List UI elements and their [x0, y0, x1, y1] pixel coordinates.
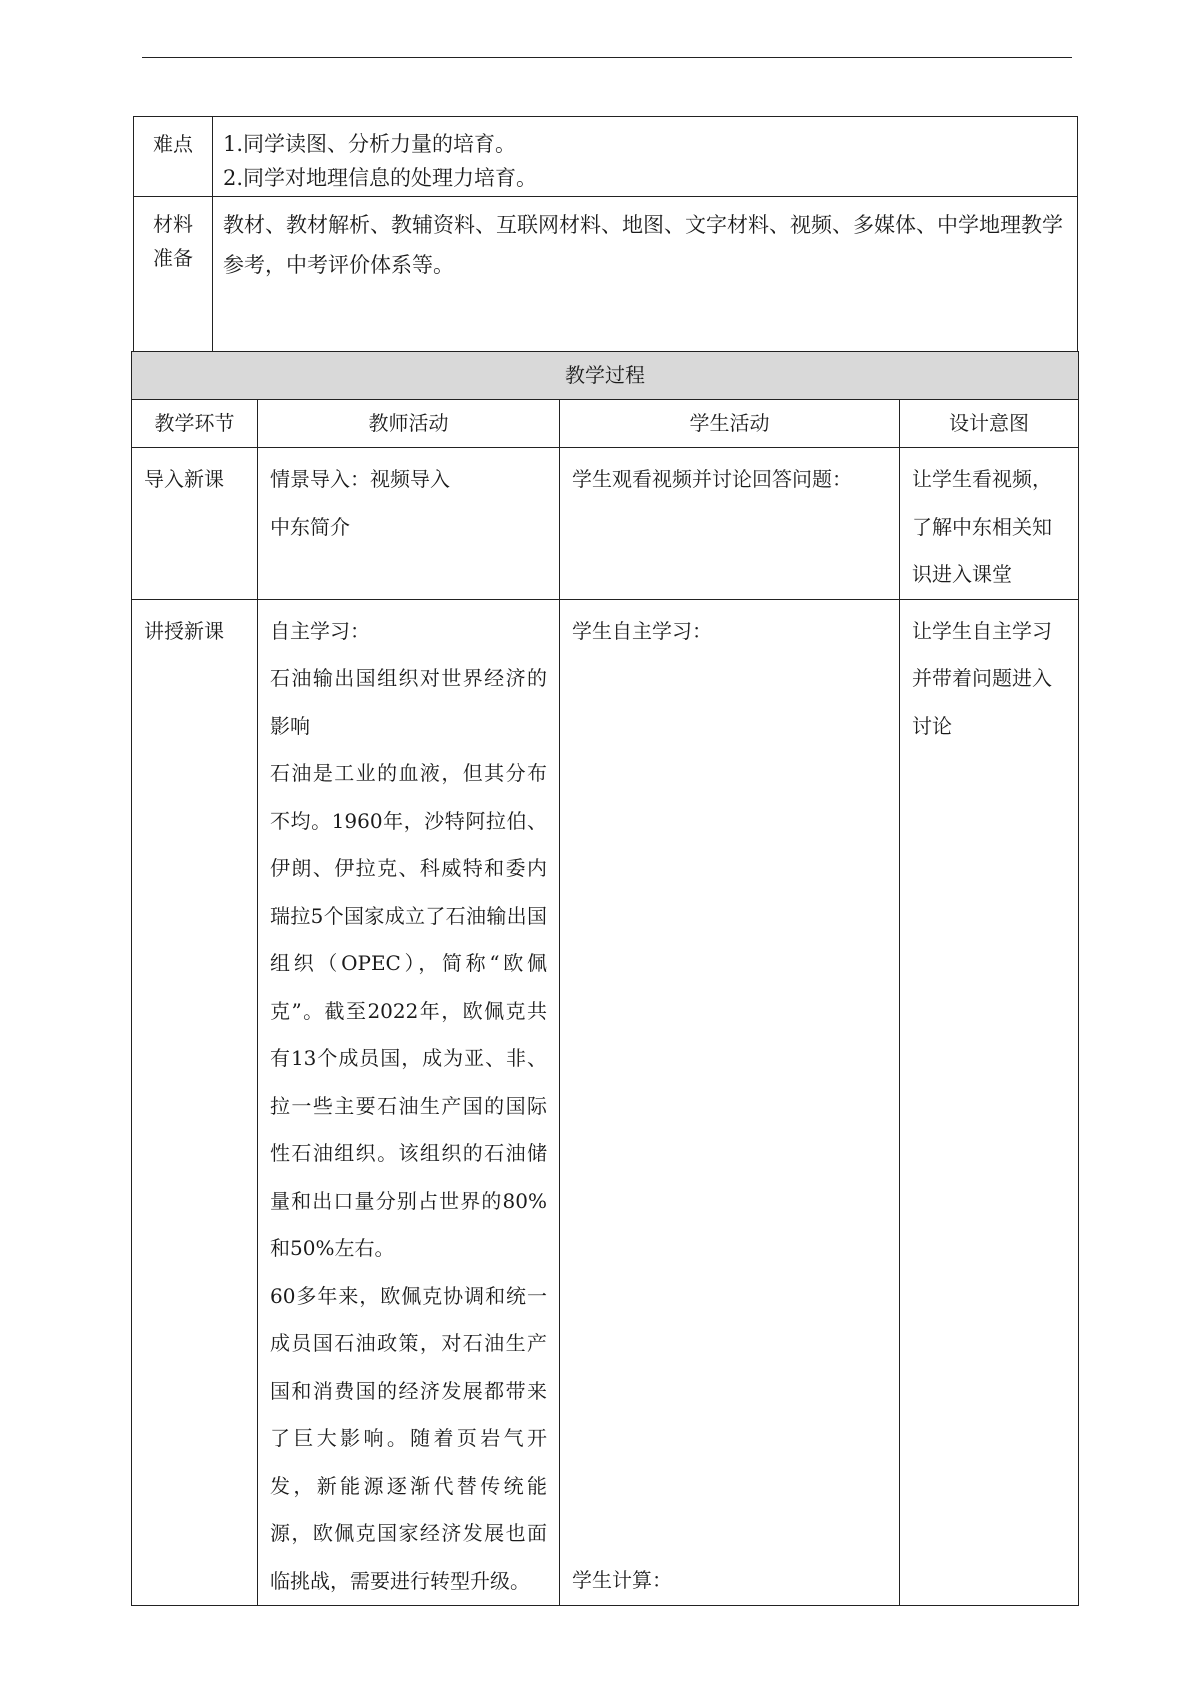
difficulty-row — [134, 117, 1078, 197]
process-header-row — [132, 400, 1079, 448]
student-line: 学生自主学习： — [572, 618, 712, 643]
teacher-line: 中东简介 — [270, 514, 350, 539]
stage-cell: 导入新课 — [132, 448, 258, 600]
stage-cell: 讲授新课 — [132, 599, 258, 1606]
intent-cell: 让学生自主学习并带着问题进入讨论 — [900, 599, 1079, 1606]
header-teacher: 教师活动 — [258, 400, 560, 448]
course-info-table — [133, 116, 1078, 364]
header-rule — [142, 57, 1072, 58]
process-title: 教学过程 — [132, 352, 1079, 400]
teacher-paragraph: 石油是工业的血液，但其分布不均。1960年，沙特阿拉伯、伊朗、伊拉克、科威特和委内瑞拉5个国家成立了石油输出国组织（OPEC），简称“欧佩克”。截至2022年，欧佩克共有13个成员国，成为亚、非、拉一些主要石油生产国的国际性石油组织。该组织的石油储量和出口量分别占世界的80%和50%左右。 — [270, 761, 547, 1260]
intent-cell: 让学生看视频，了解中东相关知识进入课堂 — [900, 448, 1079, 600]
materials-row — [134, 197, 1078, 364]
teacher-line: 自主学习： — [270, 618, 370, 643]
student-line: 学生观看视频并讨论回答问题： — [572, 467, 852, 491]
teacher-line: 情景导入：视频导入 — [270, 467, 450, 491]
teaching-process-table — [131, 351, 1079, 1606]
table-row — [132, 448, 1079, 600]
header-intent: 设计意图 — [900, 400, 1079, 448]
materials-label-line: 材料 — [153, 212, 193, 236]
table-row — [132, 599, 1079, 1606]
student-cell — [560, 599, 900, 1606]
teacher-line: 石油输出国组织对世界经济的影响 — [270, 666, 547, 738]
student-cell — [560, 448, 900, 600]
teacher-cell — [258, 448, 560, 600]
difficulty-item: 1.同学读图、分析力量的培育。 — [223, 132, 517, 156]
materials-label-line: 准备 — [153, 246, 193, 270]
difficulty-content — [213, 117, 1078, 197]
materials-label — [134, 197, 213, 364]
process-title-row — [132, 352, 1079, 400]
teacher-cell — [258, 599, 560, 1606]
difficulty-item: 2.同学对地理信息的处理力培育。 — [223, 166, 538, 190]
materials-content: 教材、教材解析、教辅资料、互联网材料、地图、文字材料、视频、多媒体、中学地理教学参考，中考评价体系等。 — [213, 197, 1078, 364]
difficulty-label: 难点 — [134, 117, 213, 197]
header-student: 学生活动 — [560, 400, 900, 448]
teacher-paragraph: 60多年来，欧佩克协调和统一成员国石油政策，对石油生产国和消费国的经济发展都带来了巨大影响。随着页岩气开发，新能源逐渐代替传统能源，欧佩克国家经济发展也面临挑战，需要进行转型升级。 — [270, 1283, 547, 1593]
student-calc-line: 学生计算： — [572, 1568, 672, 1592]
header-stage: 教学环节 — [132, 400, 258, 448]
